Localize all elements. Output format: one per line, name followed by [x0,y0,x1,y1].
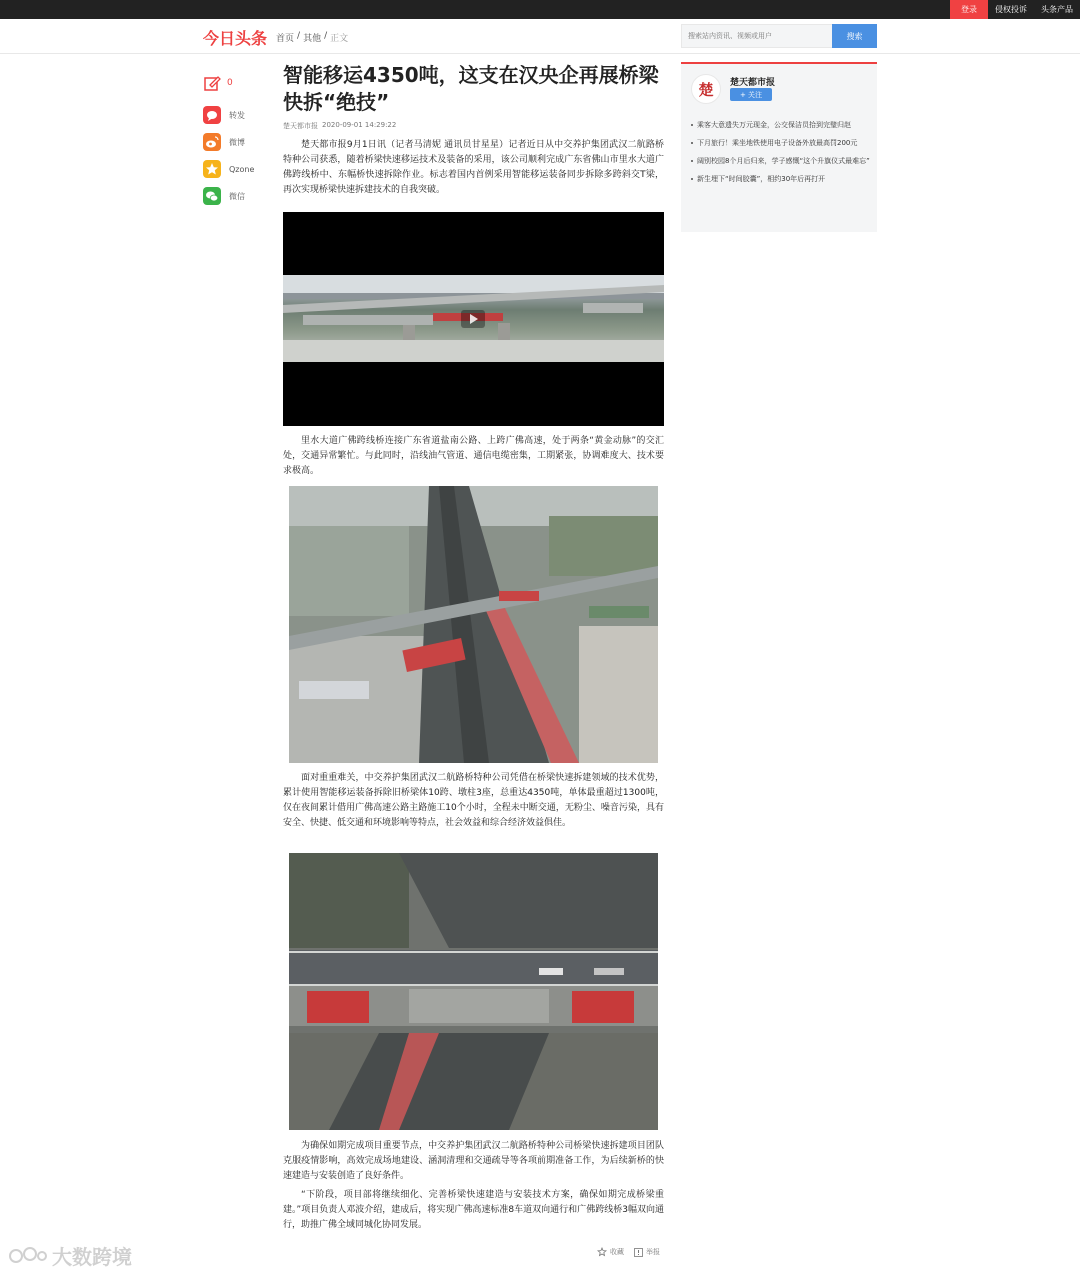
site-logo[interactable]: 今日头条 [203,29,268,48]
share-qzone[interactable] [203,160,273,178]
article-paragraph: 面对重重难关，中交养护集团武汉二航路桥特种公司凭借在桥梁快速拆建领域的技术优势，累计使用智能移运装备拆除旧桥梁体10跨、墩柱3座，总重达4350吨，单体最重超过1300吨，仅在夜间累计借用广佛高速公路主路施工10个小时，全程未中断交通，无粉尘、噪音污染，具有安全、快捷、低交通和环境影响等特点，社会效益和综合经济效益俱佳。 [283,773,664,828]
breadcrumb-separator: / [324,31,328,41]
news-item[interactable]: 下月旅行！乘坐地铁使用电子设备外放最高罚200元 [691,138,871,149]
comment-count: 0 [227,78,233,88]
share-weibo-label: 微博 [229,137,245,147]
report-label: 举报 [646,1248,660,1256]
watermark-logo-icon [8,1244,48,1268]
author-avatar[interactable]: 楚 [691,74,721,104]
wechat-icon [203,187,221,205]
article-paragraph: “下阶段，项目部将继续细化、完善桥梁快速建造与安装技术方案，确保如期完成桥梁重建。”项目负责人邓波介绍，建成后，将实现广佛高速标准8车道双向通行和广佛跨线桥3幅双向通行，助推广佛全域同城化协同发展。 [283,1190,664,1230]
collect-label: 收藏 [610,1248,624,1256]
news-item[interactable]: 新生埋下“时间胶囊”，相约30年后再打开 [691,174,871,185]
follow-button[interactable]: + 关注 [730,88,772,101]
article-meta [283,121,664,131]
comment-edit-icon [203,74,221,92]
search-box [681,24,877,48]
breadcrumb-separator: / [297,31,301,41]
share-wechat[interactable] [203,187,273,205]
article-paragraph: 为确保如期完成项目重要节点，中交养护集团武汉二航路桥特种公司桥梁快速拆建项目团队克服疫情影响，高效完成场地建设、涵洞清理和交通疏导等各项前期准备工作，为后续新桥的快速建造与安装创造了良好条件。 [283,1141,664,1181]
breadcrumb-home[interactable]: 首页 [276,34,295,44]
article-paragraph: 里水大道广佛跨线桥连接广东省道盐南公路、上跨广佛高速，处于两条“黄金动脉”的交汇处，交通异常繁忙。与此同时，沿线油气管道、通信电缆密集，工期紧张，协调难度大、技术要求极高。 [283,436,664,476]
video-player[interactable] [283,212,664,426]
article [283,62,664,1230]
share-repost[interactable] [203,106,273,124]
search-button[interactable]: 搜索 [832,24,877,48]
author-news-list [691,120,871,192]
aerial-highway-photo [289,486,658,763]
breadcrumb-current: 正文 [330,34,349,44]
complaint-link[interactable]: 侵权投诉 [995,5,1027,14]
share-qzone-label: Qzone [229,164,255,174]
article-paragraph: 楚天都市报9月1日讯（记者马清妮 通讯员甘星星）记者近日从中交养护集团武汉二航路桥特种公司获悉，随着桥梁快速移运技术及装备的采用，该公司顺利完成广东省佛山市里水大道广佛跨线桥中、东幅桥快速拆除作业。标志着国内首例采用智能移运装备同步拆除多跨斜交T梁，再次实现桥梁快速拆建技术的自我突破。 [283,140,664,195]
news-item[interactable]: 阔别校园8个月后归来，学子感慨“这个升旗仪式最难忘” [691,156,871,167]
breadcrumb [276,31,348,44]
share-sidebar [203,72,273,205]
report-button[interactable] [634,1247,660,1257]
author-card [681,62,877,232]
article-title: 智能移运4350吨，这支在汉央企再展桥梁快拆“绝技” [283,63,659,114]
article-time: 2020-09-01 14:29:22 [322,121,397,129]
watermark [8,1241,132,1270]
star-outline-icon [597,1247,607,1257]
report-flag-icon [634,1248,643,1257]
top-links [950,0,1080,19]
article-actions [597,1247,660,1257]
comment-button[interactable] [203,72,273,94]
top-bar [0,0,1080,19]
share-weibo[interactable] [203,133,273,151]
repost-icon [203,106,221,124]
author-name[interactable]: 楚天都市报 [730,78,776,88]
breadcrumb-other[interactable]: 其他 [303,34,322,44]
qzone-star-icon [203,160,221,178]
collect-button[interactable] [597,1247,624,1257]
login-button[interactable]: 登录 [950,0,988,19]
watermark-text: 大数跨境 [52,1245,132,1269]
search-input[interactable] [681,24,832,48]
share-repost-label: 转发 [229,110,245,120]
play-icon[interactable] [461,310,485,328]
news-item[interactable]: 乘客大意遗失万元现金，公交保洁员拾到完璧归赵 [691,120,871,131]
bridge-topdown-photo [289,853,658,1130]
header [0,19,1080,54]
products-link[interactable]: 头条产品 [1041,5,1073,14]
weibo-icon [203,133,221,151]
share-wechat-label: 微信 [229,191,245,201]
article-source[interactable]: 楚天都市报 [283,122,318,130]
